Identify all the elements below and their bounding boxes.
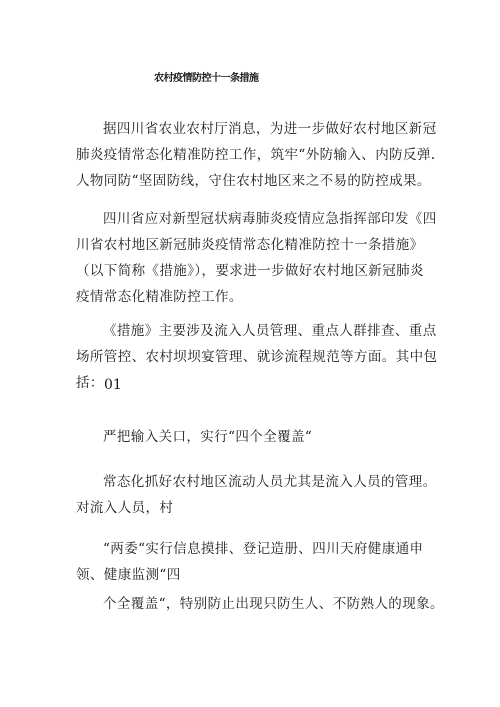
paragraph-line: 领、健康监测“四 bbox=[76, 567, 181, 583]
paragraph-line: （以下简称《措施》），要求进一步做好农村地区新冠肺炎 bbox=[76, 263, 424, 279]
paragraph-line: 常态化抓好农村地区流动人员尤其是流入人员的管理。 bbox=[103, 474, 437, 490]
section-number: 01 bbox=[104, 377, 122, 393]
document-title: 农村疫情防控十一条措施 bbox=[154, 73, 259, 84]
paragraph-migrant-management bbox=[76, 469, 438, 521]
paragraph-line: 肺炎疫情常态化精准防控工作，筑牢“外防输入、内防反弹. bbox=[76, 147, 436, 163]
section-heading bbox=[76, 424, 438, 450]
paragraph-line: 对流入人员，村 bbox=[76, 500, 174, 516]
paragraph-line: 《措施》主要涉及流入人员管理、重点人群排查、重点 bbox=[103, 323, 437, 339]
paragraph-summary bbox=[76, 318, 438, 396]
paragraph-line: 四川省应对新型冠状病毒肺炎疫情应急指挥部印发《四 bbox=[103, 211, 437, 227]
paragraph-line: 个全覆盖“，特别防止出现只防生人、不防熟人的现象。 bbox=[103, 596, 444, 612]
paragraph-line: 括： bbox=[76, 375, 104, 391]
paragraph-notice bbox=[76, 206, 438, 310]
paragraph-line: 场所管控、农村坝坝宴管理、就诊流程规范等方面。其中包 bbox=[76, 349, 438, 365]
paragraph-full-coverage bbox=[76, 591, 444, 617]
paragraph-line: “两委“实行信息摸排、登记造册、四川天府健康通申 bbox=[103, 541, 424, 557]
paragraph-intro bbox=[76, 116, 438, 194]
paragraph-line: 据四川省农业农村厅消息，为进一步做好农村地区新冠 bbox=[103, 121, 437, 137]
paragraph-village-committee bbox=[76, 536, 438, 588]
paragraph-line: 人物同防“坚固防线，守住农村地区来之不易的防控成果。 bbox=[76, 173, 431, 189]
paragraph-line: 疫情常态化精准防控工作。 bbox=[76, 289, 243, 305]
paragraph-line: 川省农村地区新冠肺炎疫情常态化精准防控十一条措施》 bbox=[76, 237, 424, 253]
paragraph-line: 严把输入关口，实行“四个全覆盖“ bbox=[103, 429, 313, 445]
